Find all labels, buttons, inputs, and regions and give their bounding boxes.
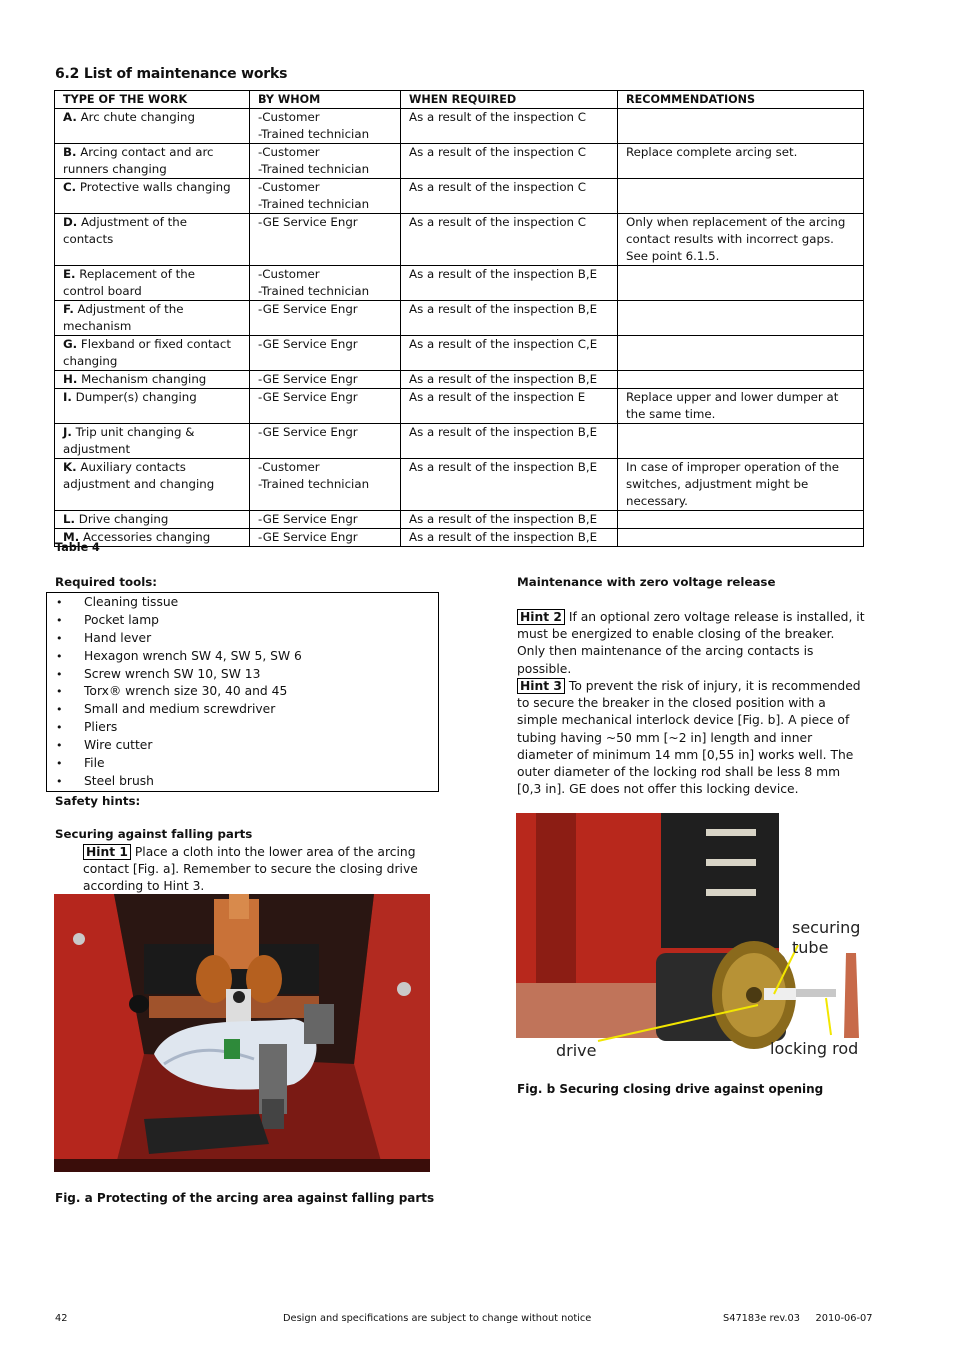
hint3-paragraph [517, 678, 865, 798]
cell-line [63, 301, 241, 318]
cell-line: -GE Service Engr [258, 425, 358, 439]
table-row [55, 144, 864, 179]
tool-item: • Hand lever [47, 630, 302, 648]
cell-line: See point 6.1.5. [626, 249, 720, 263]
table-row [55, 179, 864, 214]
cell-line: -Customer [258, 267, 320, 281]
fig-b-photo [516, 813, 863, 1061]
cell-recommendations [618, 389, 864, 424]
tool-item: • Torx® wrench size 30, 40 and 45 [47, 683, 302, 701]
fig-b-label-locking-rod: locking rod [770, 1039, 859, 1058]
tools-list [47, 594, 302, 791]
work-code: F. [63, 302, 74, 316]
cell-line: Replace complete arcing set. [626, 145, 798, 159]
table-row [55, 459, 864, 511]
hint3-text: To prevent the risk of injury, it is recommended to secure the breaker in the closed position with a simple mechanical interlock device [Fig. b]. A piece of tubing having ~50 mm [~2 in] length and inner diameter of minimum 14 mm [0,55 in] works well. The outer diameter of the locking rod shall be less 8 mm [0,3 in]. GE does not offer this locking device. [517, 679, 861, 797]
cell-line: contact results with incorrect gaps. [626, 232, 834, 246]
cell-recommendations [618, 144, 864, 179]
cell-when-required: As a result of the inspection B,E [401, 371, 618, 389]
work-code: B. [63, 145, 77, 159]
fig-b-label-drive: drive [556, 1041, 597, 1060]
work-code: J. [63, 425, 72, 439]
tool-item: • Pliers [47, 719, 302, 737]
cell-line [63, 179, 241, 196]
table-row [55, 336, 864, 371]
cell-by-whom [250, 389, 401, 424]
cell-line: -Customer [258, 145, 320, 159]
work-code: I. [63, 390, 72, 404]
table-row [55, 301, 864, 336]
cell-work-type [55, 179, 250, 214]
cell-line [63, 144, 241, 161]
fig-a-caption: Fig. a Protecting of the arcing area against falling parts [55, 1191, 435, 1205]
cell-line [63, 109, 241, 126]
work-code: E. [63, 267, 76, 281]
page-number: 42 [55, 1313, 68, 1324]
work-type-text: Mechanism changing [77, 372, 207, 386]
cell-line: In case of improper operation of the [626, 460, 839, 474]
table-row [55, 389, 864, 424]
work-type-text: Accessories changing [79, 530, 211, 544]
safety-heading: Safety hints: [55, 794, 141, 808]
tool-item: • File [47, 755, 302, 773]
tools-box [46, 592, 439, 792]
cell-when-required: As a result of the inspection B,E [401, 459, 618, 511]
work-type-text: Replacement of the [75, 267, 196, 281]
work-code: A. [63, 110, 77, 124]
cell-recommendations [618, 301, 864, 336]
cell-recommendations [618, 179, 864, 214]
table-row [55, 511, 864, 529]
cell-work-type [55, 109, 250, 144]
cell-line: mechanism [63, 319, 132, 333]
cell-work-type [55, 301, 250, 336]
work-code: L. [63, 512, 75, 526]
footer-disclaimer: Design and specifications are subject to change without notice [283, 1313, 592, 1324]
col-header-recommendations: RECOMMENDATIONS [618, 91, 864, 109]
cell-line: the same time. [626, 407, 716, 421]
work-type-text: Auxiliary contacts [76, 460, 186, 474]
cell-work-type [55, 214, 250, 266]
work-type-text: Protective walls changing [76, 180, 231, 194]
cell-recommendations [618, 371, 864, 389]
work-type-text: Dumper(s) changing [71, 390, 197, 404]
cell-line: -GE Service Engr [258, 530, 358, 544]
cell-line: changing [63, 354, 118, 368]
work-type-text: Arcing contact and arc [76, 145, 214, 159]
table-row [55, 371, 864, 389]
cell-line [63, 371, 241, 388]
cell-line [63, 214, 241, 231]
work-type-text: Flexband or fixed contact [77, 337, 231, 351]
cell-by-whom [250, 371, 401, 389]
cell-line: -Trained technician [258, 477, 370, 491]
cell-line: necessary. [626, 494, 688, 508]
work-type-text: Adjustment of the [77, 215, 187, 229]
col-header-whom: BY WHOM [250, 91, 401, 109]
fig-a-photo [54, 894, 430, 1172]
cell-line: -GE Service Engr [258, 372, 358, 386]
table-body [55, 109, 864, 547]
tool-item: • Cleaning tissue [47, 594, 302, 612]
cell-line: -Trained technician [258, 127, 370, 141]
tool-item: • Pocket lamp [47, 612, 302, 630]
work-code: K. [63, 460, 77, 474]
tool-item: • Small and medium screwdriver [47, 701, 302, 719]
hint3-label: Hint 3 [517, 678, 565, 694]
cell-line [63, 389, 241, 406]
hint2-paragraph [517, 609, 865, 678]
cell-line: -Trained technician [258, 284, 370, 298]
work-code: H. [63, 372, 78, 386]
cell-work-type [55, 389, 250, 424]
cell-line: Only when replacement of the arcing [626, 215, 846, 229]
tool-item: • Hexagon wrench SW 4, SW 5, SW 6 [47, 648, 302, 666]
cell-recommendations [618, 511, 864, 529]
cell-work-type [55, 266, 250, 301]
work-code: M. [63, 530, 80, 544]
cell-work-type [55, 459, 250, 511]
cell-when-required: As a result of the inspection C [401, 144, 618, 179]
work-type-text: Drive changing [75, 512, 169, 526]
table-row [55, 529, 864, 547]
cell-line: adjustment [63, 442, 131, 456]
cell-by-whom [250, 511, 401, 529]
cell-line: -Customer [258, 180, 320, 194]
hint2-text: If an optional zero voltage release is installed, it must be energized to enable closing of the breaker. Only then maintenance of the arcing contacts is possible. [517, 610, 865, 676]
hint2-label: Hint 2 [517, 609, 565, 625]
table-row [55, 424, 864, 459]
work-code: C. [63, 180, 77, 194]
falling-parts-heading: Securing against falling parts [55, 827, 253, 841]
cell-when-required: As a result of the inspection E [401, 389, 618, 424]
work-type-text: Adjustment of the [73, 302, 184, 316]
fig-b-label-tube: tube [792, 938, 829, 957]
maintenance-table [54, 90, 864, 547]
cell-recommendations [618, 336, 864, 371]
cell-recommendations [618, 529, 864, 547]
cell-recommendations [618, 266, 864, 301]
cell-line: adjustment and changing [63, 477, 215, 491]
cell-line: -Trained technician [258, 197, 370, 211]
cell-recommendations [618, 109, 864, 144]
tool-item: • Screw wrench SW 10, SW 13 [47, 666, 302, 684]
cell-line: -GE Service Engr [258, 215, 358, 229]
cell-line: -Trained technician [258, 162, 370, 176]
cell-line: -GE Service Engr [258, 337, 358, 351]
cell-by-whom [250, 529, 401, 547]
fig-b-label-securing: securing [792, 918, 861, 937]
cell-line: -GE Service Engr [258, 390, 358, 404]
cell-line: Replace upper and lower dumper at [626, 390, 839, 404]
cell-by-whom [250, 424, 401, 459]
cell-by-whom [250, 214, 401, 266]
work-type-text: Trip unit changing & [71, 425, 195, 439]
cell-when-required: As a result of the inspection C,E [401, 336, 618, 371]
cell-work-type [55, 336, 250, 371]
cell-when-required: As a result of the inspection B,E [401, 266, 618, 301]
cell-by-whom [250, 459, 401, 511]
cell-when-required: As a result of the inspection B,E [401, 424, 618, 459]
cell-by-whom [250, 179, 401, 214]
cell-by-whom [250, 336, 401, 371]
tool-item: • Steel brush [47, 773, 302, 791]
col-header-when: WHEN REQUIRED [401, 91, 618, 109]
cell-when-required: As a result of the inspection C [401, 214, 618, 266]
cell-line [63, 511, 241, 528]
hint1-text: Place a cloth into the lower area of the arcing contact [Fig. a]. Remember to secure the closing drive according to Hint 3. [83, 845, 418, 894]
cell-when-required: As a result of the inspection C [401, 179, 618, 214]
cell-line: switches, adjustment might be [626, 477, 809, 491]
cell-line [63, 266, 241, 283]
table-header-row [55, 91, 864, 109]
table-row [55, 266, 864, 301]
cell-line: -Customer [258, 110, 320, 124]
cell-recommendations [618, 424, 864, 459]
footer-doc-reference: S47183e rev.03 2010-06-07 [723, 1313, 873, 1324]
cell-recommendations [618, 459, 864, 511]
cell-by-whom [250, 144, 401, 179]
cell-when-required: As a result of the inspection B,E [401, 301, 618, 336]
section-title: 6.2 List of maintenance works [55, 66, 288, 82]
cell-by-whom [250, 109, 401, 144]
cell-line: -GE Service Engr [258, 512, 358, 526]
cell-line: -Customer [258, 460, 320, 474]
table-row [55, 109, 864, 144]
tools-heading: Required tools: [55, 575, 157, 589]
cell-line [63, 459, 241, 476]
cell-work-type [55, 511, 250, 529]
work-code: D. [63, 215, 78, 229]
cell-work-type [55, 424, 250, 459]
cell-line: contacts [63, 232, 114, 246]
cell-line [63, 336, 241, 353]
tool-item: • Wire cutter [47, 737, 302, 755]
cell-by-whom [250, 266, 401, 301]
zero-voltage-heading: Maintenance with zero voltage release [517, 575, 776, 589]
table-caption: Table 4 [55, 541, 100, 554]
cell-line [63, 424, 241, 441]
work-code: G. [63, 337, 78, 351]
cell-work-type [55, 144, 250, 179]
cell-by-whom [250, 301, 401, 336]
cell-when-required: As a result of the inspection C [401, 109, 618, 144]
cell-line: -GE Service Engr [258, 302, 358, 316]
work-type-text: Arc chute changing [76, 110, 195, 124]
col-header-type: TYPE OF THE WORK [55, 91, 250, 109]
fig-b-caption: Fig. b Securing closing drive against opening [517, 1082, 824, 1096]
cell-recommendations [618, 214, 864, 266]
cell-line: control board [63, 284, 142, 298]
hint1-label: Hint 1 [83, 844, 131, 860]
table-row [55, 214, 864, 266]
cell-when-required: As a result of the inspection B,E [401, 511, 618, 529]
cell-when-required: As a result of the inspection B,E [401, 529, 618, 547]
hint1-paragraph [83, 844, 423, 896]
cell-work-type [55, 371, 250, 389]
cell-line: runners changing [63, 162, 167, 176]
